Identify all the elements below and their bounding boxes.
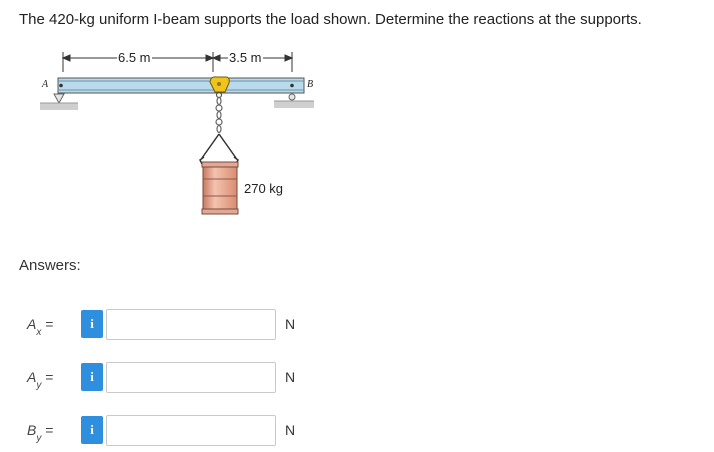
- barrel: [202, 162, 238, 214]
- ax-label: $A_x$ =: [27, 316, 54, 338]
- info-icon[interactable]: i: [81, 363, 103, 391]
- problem-statement: The 420-kg uniform I-beam supports the load shown. Determine the reactions at the supports.: [19, 11, 642, 28]
- answer-row-by: [0, 413, 714, 447]
- info-icon[interactable]: i: [81, 310, 103, 338]
- beam-figure: [30, 48, 320, 223]
- hook-clamp: [210, 77, 229, 98]
- answer-row-ay: [0, 360, 714, 394]
- point-a-label: A: [42, 79, 49, 90]
- ay-unit: N: [285, 369, 296, 385]
- by-unit: N: [285, 422, 296, 438]
- dimension-right-label: 3.5 m: [229, 50, 262, 65]
- load-label: 270 kg: [244, 181, 284, 196]
- sling: [200, 134, 238, 164]
- ax-input[interactable]: [106, 309, 276, 340]
- ay-input[interactable]: [106, 362, 276, 393]
- point-b-label: B: [307, 79, 314, 90]
- ax-unit: N: [285, 316, 296, 332]
- beam-diagram: [30, 48, 320, 223]
- info-icon[interactable]: i: [81, 416, 103, 444]
- ay-label: $A_y$ =: [27, 369, 54, 391]
- answer-row-ax: [0, 307, 714, 341]
- dimension-left-label: 6.5 m: [118, 50, 151, 65]
- support-a: [40, 94, 78, 110]
- by-label: $B_y$ =: [27, 422, 54, 444]
- chain: [216, 98, 222, 133]
- support-b: [274, 94, 314, 108]
- i-beam: [58, 78, 304, 93]
- by-input[interactable]: [106, 415, 276, 446]
- answers-heading: Answers:: [19, 257, 81, 274]
